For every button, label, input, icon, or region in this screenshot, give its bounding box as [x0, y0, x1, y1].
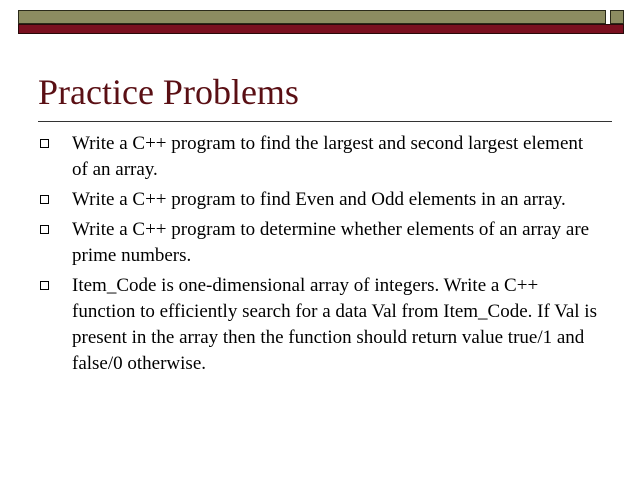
hollow-square-bullet-icon: [40, 139, 49, 148]
hollow-square-bullet-icon: [40, 195, 49, 204]
title-underline-rule: [38, 121, 612, 122]
header-maroon-bar: [18, 24, 624, 34]
bullet-text: Write a C++ program to find Even and Odd elements in an array.: [72, 189, 566, 210]
bullet-item: [38, 217, 598, 269]
bullet-item: [38, 273, 598, 377]
hollow-square-bullet-icon: [40, 281, 49, 290]
slide-title: Practice Problems: [38, 72, 299, 112]
hollow-square-bullet-icon: [40, 225, 49, 234]
header-olive-corner-block: [610, 10, 624, 24]
header-olive-bar: [18, 10, 606, 24]
bullet-item: [38, 131, 598, 183]
bullet-list: [38, 131, 598, 381]
bullet-text: Write a C++ program to find the largest and second largest element of an array.: [72, 133, 584, 180]
header-decoration-band: [18, 10, 624, 35]
bullet-text: Item_Code is one-dimensional array of integers. Write a C++ function to efficiently search for a data Val from Item_Code. If Val is present in the array then the function should return value true/1 and false/0 otherwise.: [72, 275, 597, 374]
bullet-item: [38, 187, 598, 213]
bullet-text: Write a C++ program to determine whether elements of an array are prime numbers.: [72, 219, 590, 266]
